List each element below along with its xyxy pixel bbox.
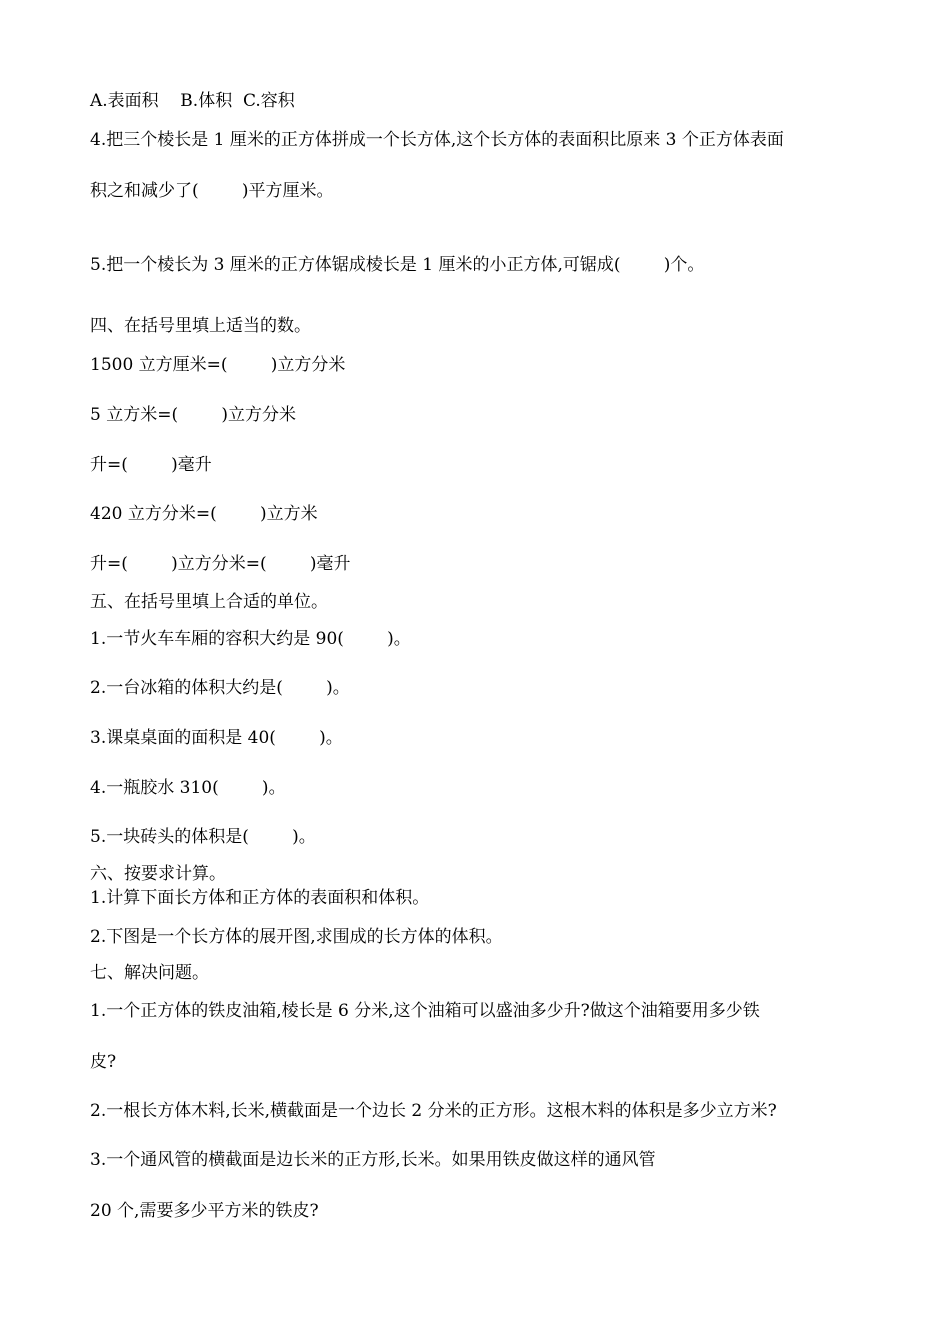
question-4-3: 升=( )毫升 [90, 455, 212, 475]
question-5-2: 2.一台冰箱的体积大约是( )。 [90, 678, 350, 698]
question-3-4-line2: 积之和减少了( )平方厘米。 [90, 181, 334, 201]
section-4-heading: 四、在括号里填上适当的数。 [90, 316, 311, 336]
question-3-5: 5.把一个棱长为 3 厘米的正方体锯成棱长是 1 厘米的小正方体,可锯成( )个。 [90, 255, 705, 275]
section-5-heading: 五、在括号里填上合适的单位。 [90, 592, 328, 612]
question-5-4: 4.一瓶胶水 310( )。 [90, 778, 286, 798]
question-4-1: 1500 立方厘米=( )立方分米 [90, 355, 346, 375]
section-6-heading: 六、按要求计算。 [90, 864, 226, 884]
question-6-2: 2.下图是一个长方体的展开图,求围成的长方体的体积。 [90, 927, 503, 947]
question-5-5: 5.一块砖头的体积是( )。 [90, 827, 316, 847]
question-7-3-line2: 20 个,需要多少平方米的铁皮? [90, 1201, 319, 1221]
question-4-4: 420 立方分米=( )立方米 [90, 504, 318, 524]
question-4-5: 升=( )立方分米=( )毫升 [90, 554, 351, 574]
question-3-4-line1: 4.把三个棱长是 1 厘米的正方体拼成一个长方体,这个长方体的表面积比原来 3 个正方体表面 [90, 130, 784, 150]
question-4-2: 5 立方米=( )立方分米 [90, 405, 296, 425]
question-7-1-line2: 皮? [90, 1052, 117, 1072]
option-line: A.表面积 B.体积 C.容积 [90, 91, 295, 111]
section-7-heading: 七、解决问题。 [90, 963, 209, 983]
question-7-3-line1: 3.一个通风管的横截面是边长米的正方形,长米。如果用铁皮做这样的通风管 [90, 1150, 656, 1170]
question-5-3: 3.课桌桌面的面积是 40( )。 [90, 728, 343, 748]
question-7-1-line1: 1.一个正方体的铁皮油箱,棱长是 6 分米,这个油箱可以盛油多少升?做这个油箱要用多少铁 [90, 1001, 760, 1021]
question-5-1: 1.一节火车车厢的容积大约是 90( )。 [90, 629, 411, 649]
question-6-1: 1.计算下面长方体和正方体的表面积和体积。 [90, 888, 430, 908]
question-7-2: 2.一根长方体木料,长米,横截面是一个边长 2 分米的正方形。这根木料的体积是多少立方米? [90, 1101, 777, 1121]
